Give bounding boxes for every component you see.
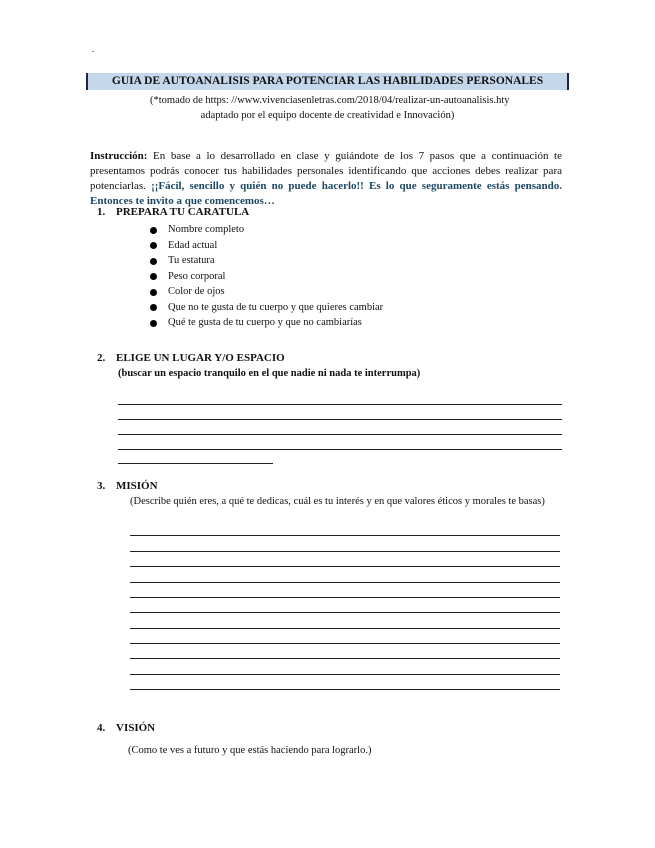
- answer-line: [130, 643, 560, 644]
- instruction-label: Instrucción:: [90, 150, 148, 162]
- section-3-number: 3.: [97, 480, 106, 492]
- section-2-heading: [97, 352, 285, 364]
- section-1-title: PREPARA TU CARATULA: [116, 206, 250, 218]
- answer-line: [118, 449, 562, 450]
- answer-line: [118, 434, 562, 435]
- bullet-icon: [150, 320, 157, 327]
- instruction-highlight: ¡¡Fácil, sencillo y quién no puede hacerlo!! Es lo que seguramente estás pensando. Entonces te invito a que comencemos…: [90, 180, 562, 207]
- list-item: Que no te gusta de tu cuerpo y que quieres cambiar: [150, 300, 383, 316]
- section-2-subtitle: (buscar un espacio tranquilo en el que nadie ni nada te interrumpa): [118, 368, 421, 379]
- section-1-heading: [97, 206, 249, 218]
- section-3-title: MISIÓN: [116, 480, 158, 492]
- answer-line: [130, 535, 560, 536]
- source-note-line1: (*tomado de https: //www.vivenciasenletras.com/2018/04/realizar-un-autoanalisis.hty: [150, 95, 510, 106]
- section-4-number: 4.: [97, 722, 106, 734]
- source-note-line2: adaptado por el equipo docente de creatividad e Innovación): [200, 110, 455, 121]
- section-3-heading: [97, 480, 158, 492]
- answer-line: [130, 628, 560, 629]
- list-item: Color de ojos: [150, 284, 383, 300]
- list-item: Qué te gusta de tu cuerpo y que no cambiarías: [150, 315, 383, 331]
- answer-line: [130, 597, 560, 598]
- answer-line: [118, 463, 273, 464]
- answer-line: [130, 582, 560, 583]
- bullet-icon: [150, 227, 157, 234]
- answer-line: [130, 658, 560, 659]
- section-2-title: ELIGE UN LUGAR Y/O ESPACIO: [116, 352, 285, 364]
- answer-line: [130, 566, 560, 567]
- bullet-icon: [150, 304, 157, 311]
- instruction-paragraph: [90, 149, 562, 209]
- section-4-title: VISIÓN: [116, 722, 156, 734]
- bullet-icon: [150, 289, 157, 296]
- answer-line: [118, 404, 562, 405]
- section-4-heading: [97, 722, 155, 734]
- answer-line: [130, 689, 560, 690]
- answer-line: [130, 551, 560, 552]
- answer-line: [130, 612, 560, 613]
- bullet-icon: [150, 258, 157, 265]
- section-3-description: (Describe quién eres, a qué te dedicas, cuál es tu interés y en que valores éticos y morales te basas): [130, 496, 545, 507]
- caratula-list: [150, 222, 383, 331]
- bullet-icon: [150, 242, 157, 249]
- bullet-icon: [150, 273, 157, 280]
- list-item: Tu estatura: [150, 253, 383, 269]
- stray-dot: .: [92, 44, 95, 54]
- answer-line: [118, 419, 562, 420]
- section-2-number: 2.: [97, 352, 106, 364]
- instruction-text: En base a lo desarrollado en clase y guiándote de los 7 pasos que a continuación te presentamos podrás conocer tus habilidades personales identificando que acciones debes realizar para potenciarlas.: [90, 150, 562, 192]
- list-item: Peso corporal: [150, 269, 383, 285]
- section-1-number: 1.: [97, 206, 106, 218]
- list-item: Nombre completo: [150, 222, 383, 238]
- page-title: GUIA DE AUTOANALISIS PARA POTENCIAR LAS HABILIDADES PERSONALES: [86, 73, 569, 90]
- list-item: Edad actual: [150, 238, 383, 254]
- section-4-description: (Como te ves a futuro y que estás haciendo para lograrlo.): [128, 745, 372, 756]
- answer-line: [130, 674, 560, 675]
